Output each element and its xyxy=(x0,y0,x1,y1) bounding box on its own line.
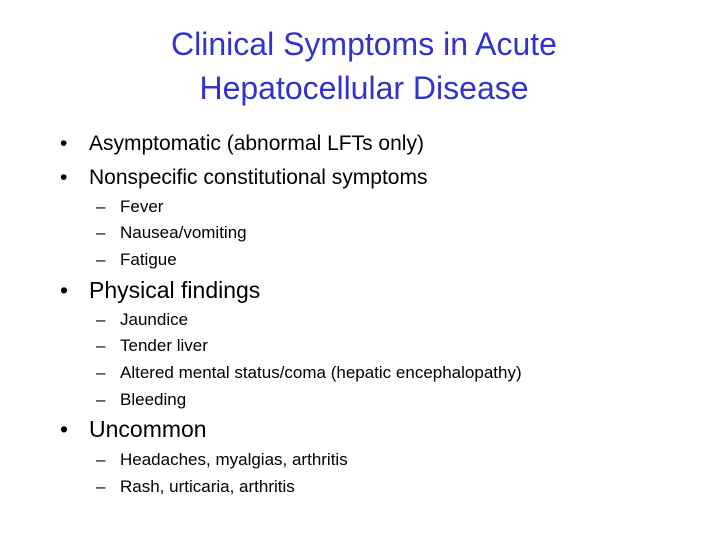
sub-bullet-text: Rash, urticaria, arthritis xyxy=(120,477,295,496)
slide-title xyxy=(60,22,668,110)
dash-marker: – xyxy=(96,250,106,269)
dash-marker: – xyxy=(96,336,106,355)
sub-bullet-item xyxy=(96,249,177,271)
bullet-item xyxy=(60,277,260,303)
sub-bullet-item xyxy=(96,389,186,411)
sub-bullet-item xyxy=(96,449,348,471)
sub-bullet-text: Jaundice xyxy=(120,310,189,329)
sub-bullet-text: Headaches, myalgias, arthritis xyxy=(120,450,348,469)
sub-bullet-text: Altered mental status/coma (hepatic encephalopathy) xyxy=(120,363,522,382)
dash-marker: – xyxy=(96,450,106,469)
sub-bullet-text: Fever xyxy=(120,197,164,216)
bullet-text: Asymptomatic (abnormal LFTs only) xyxy=(89,132,424,155)
sub-bullet-text: Bleeding xyxy=(120,390,187,409)
sub-bullet-item xyxy=(96,196,163,218)
slide-title-line-1: Clinical Symptoms in Acute xyxy=(171,26,557,62)
bullet-item xyxy=(60,165,427,191)
bullet-text: Nonspecific constitutional symptoms xyxy=(89,166,428,189)
dash-marker: – xyxy=(96,363,106,382)
bullet-marker: • xyxy=(60,416,69,442)
sub-bullet-text: Tender liver xyxy=(120,336,208,355)
sub-bullet-item xyxy=(96,476,295,498)
sub-bullet-text: Fatigue xyxy=(120,250,177,269)
dash-marker: – xyxy=(96,223,106,242)
sub-bullet-item xyxy=(96,309,188,331)
bullet-item xyxy=(60,131,424,157)
bullet-item xyxy=(60,416,207,442)
dash-marker: – xyxy=(96,197,106,216)
dash-marker: – xyxy=(96,310,106,329)
bullet-marker: • xyxy=(60,166,68,189)
sub-bullet-item xyxy=(96,362,522,384)
bullet-marker: • xyxy=(60,277,69,303)
slide-title-line-2: Hepatocellular Disease xyxy=(199,70,529,106)
sub-bullet-item xyxy=(96,335,208,357)
bullet-text: Uncommon xyxy=(89,416,207,442)
sub-bullet-item xyxy=(96,222,247,244)
bullet-text: Physical findings xyxy=(89,277,261,303)
dash-marker: – xyxy=(96,390,106,409)
bullet-marker: • xyxy=(60,132,68,155)
dash-marker: – xyxy=(96,477,106,496)
sub-bullet-text: Nausea/vomiting xyxy=(120,223,247,242)
